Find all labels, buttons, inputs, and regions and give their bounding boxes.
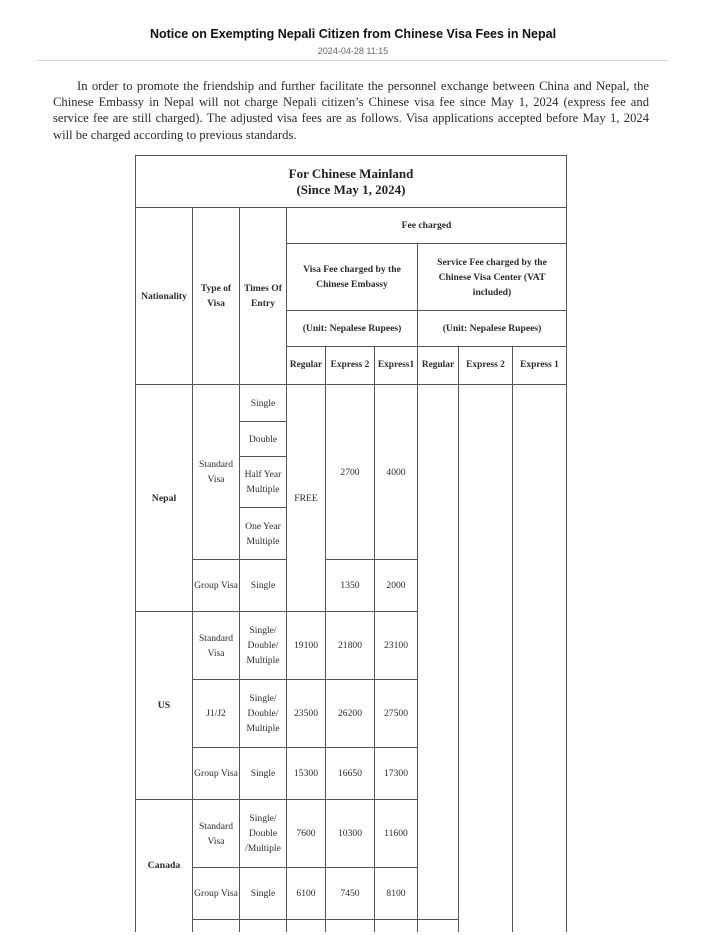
us-j1j2-visa: J1/J2 — [193, 680, 240, 748]
header-times-of-entry: Times Of Entry — [240, 208, 287, 385]
canada-group-regular: 6100 — [287, 868, 326, 920]
canada-tail-type — [193, 920, 240, 932]
header-service-express-1: Express 1 — [513, 347, 567, 385]
us-j1j2-entry: Single/ Double/ Multiple — [240, 680, 287, 748]
country-us: US — [136, 612, 193, 800]
nepal-entry-single: Single — [240, 385, 287, 422]
canada-tail-express-2 — [326, 920, 375, 932]
us-j1j2-express-2: 26200 — [326, 680, 375, 748]
nepal-entry-double: Double — [240, 422, 287, 457]
canada-group-express-2: 7450 — [326, 868, 375, 920]
header-fee-charged: Fee charged — [287, 208, 567, 244]
canada-standard-express-2: 10300 — [326, 800, 375, 868]
service-express-2-cell — [459, 385, 513, 932]
canada-tail-express-1 — [375, 920, 418, 932]
header-unit-service: (Unit: Nepalese Rupees) — [418, 311, 567, 347]
us-group-regular: 15300 — [287, 748, 326, 800]
nepal-group-express-2: 1350 — [326, 560, 375, 612]
us-group-express-1: 17300 — [375, 748, 418, 800]
us-standard-entry: Single/ Double/ Multiple — [240, 612, 287, 680]
header-embassy-fee: Visa Fee charged by the Chinese Embassy — [287, 244, 418, 311]
canada-standard-visa: Standard Visa — [193, 800, 240, 868]
us-standard-regular: 19100 — [287, 612, 326, 680]
canada-tail-entry — [240, 920, 287, 932]
header-regular: Regular — [287, 347, 326, 385]
header-type-of-visa: Type of Visa — [193, 208, 240, 385]
country-canada: Canada — [136, 800, 193, 932]
canada-tail-regular — [287, 920, 326, 932]
header-express-2: Express 2 — [326, 347, 375, 385]
service-regular-cell — [418, 385, 459, 920]
nepal-standard-express-2: 2700 — [326, 385, 375, 560]
canada-group-visa: Group Visa — [193, 868, 240, 920]
country-nepal: Nepal — [136, 385, 193, 612]
caption-line-2: (Since May 1, 2024) — [296, 181, 406, 197]
intro-paragraph: In order to promote the friendship and further facilitate the personnel exchange between China and Nepal, the Chinese Embassy in Nepal will not charge Nepali citizen’s Chinese visa fee since May 1, 2024 (express fee and service fee are still charged). The adjusted visa fees are as follows. Visa applications accepted before May 1, 2024 will be charged according to previous standards. — [53, 79, 649, 142]
nepal-group-express-1: 2000 — [375, 560, 418, 612]
nepal-entry-half-year: Half Year Multiple — [240, 457, 287, 508]
header-express-1: Express1 — [375, 347, 418, 385]
nepal-entry-one-year: One Year Multiple — [240, 508, 287, 560]
header-service-fee: Service Fee charged by the Chinese Visa Center (VAT included) — [418, 244, 567, 311]
service-express-1-cell — [513, 385, 567, 932]
us-group-entry: Single — [240, 748, 287, 800]
canada-group-express-1: 8100 — [375, 868, 418, 920]
us-j1j2-regular: 23500 — [287, 680, 326, 748]
canada-group-entry: Single — [240, 868, 287, 920]
header-nationality: Nationality — [136, 208, 193, 385]
header-service-regular: Regular — [418, 347, 459, 385]
us-standard-express-1: 23100 — [375, 612, 418, 680]
nepal-standard-visa: Standard Visa — [193, 385, 240, 560]
us-group-express-2: 16650 — [326, 748, 375, 800]
article-title: Notice on Exempting Nepali Citizen from Chinese Visa Fees in Nepal — [149, 27, 557, 41]
header-service-express-2: Express 2 — [459, 347, 513, 385]
us-j1j2-express-1: 27500 — [375, 680, 418, 748]
header-divider — [37, 60, 669, 61]
us-standard-express-2: 21800 — [326, 612, 375, 680]
canada-standard-entry: Single/ Double /Multiple — [240, 800, 287, 868]
canada-standard-regular: 7600 — [287, 800, 326, 868]
nepal-group-visa: Group Visa — [193, 560, 240, 612]
canada-standard-express-1: 11600 — [375, 800, 418, 868]
us-standard-visa: Standard Visa — [193, 612, 240, 680]
nepal-regular-fee: FREE — [287, 385, 326, 612]
visa-fee-table — [135, 155, 567, 932]
article-date: 2024-04-28 11:15 — [317, 46, 389, 56]
nepal-standard-express-1: 4000 — [375, 385, 418, 560]
caption-line-1: For Chinese Mainland — [288, 165, 414, 181]
table-caption — [136, 156, 567, 208]
header-unit-embassy: (Unit: Nepalese Rupees) — [287, 311, 418, 347]
us-group-visa: Group Visa — [193, 748, 240, 800]
nepal-group-entry: Single — [240, 560, 287, 612]
